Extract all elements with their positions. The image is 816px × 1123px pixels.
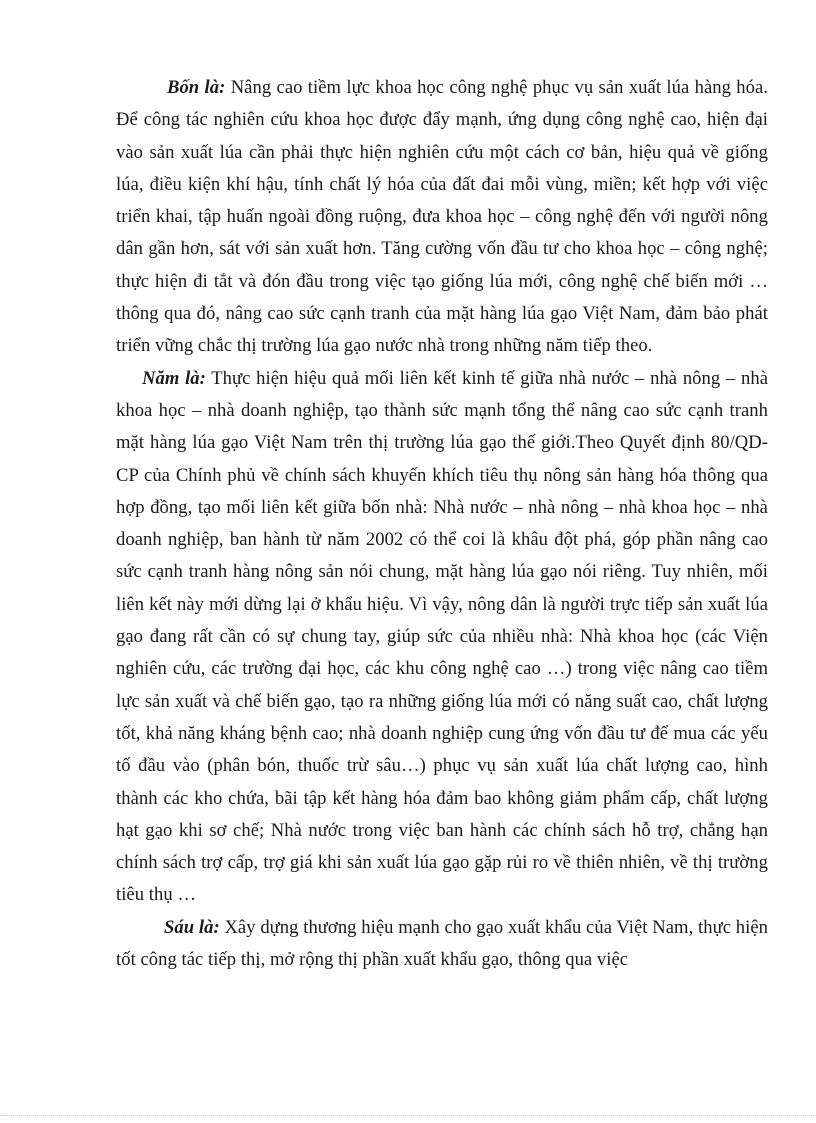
paragraph-body-bon-la: Nâng cao tiềm lực khoa học công nghệ phục vụ sản xuất lúa hàng hóa. Để công tác nghiên cứu khoa học được đẩy mạnh, ứng dụng công nghệ cao, hiện đại vào sản xuất lúa cần phải thực hiện nghiên cứu một cách cơ bản, hiệu quả về giống lúa, điều kiện khí hậu, tính chất lý hóa của đất đai mỗi vùng, miền; kết hợp với việc triển khai, tập huấn ngoài đồng ruộng, đưa khoa học – công nghệ đến với người nông dân gần hơn, sát với sản xuất hơn. Tăng cường vốn đầu tư cho khoa học – công nghệ; thực hiện đi tắt và đón đầu trong việc tạo giống lúa mới, công nghệ chế biến mới … thông qua đó, nâng cao sức cạnh tranh của mặt hàng lúa gạo Việt Nam, đảm bảo phát triển vững chắc thị trường lúa gạo nước nhà trong những năm tiếp theo. (116, 77, 768, 357)
paragraph-lead-sau-la: Sáu là: (164, 916, 220, 938)
paragraph-bon-la (116, 72, 768, 363)
paragraph-nam-la (116, 363, 768, 912)
paragraph-lead-bon-la: Bốn là: (167, 77, 226, 98)
page-bottom-divider (0, 1115, 816, 1116)
paragraph-lead-nam-la: Năm là: (142, 367, 206, 389)
paragraph-sau-la (116, 912, 768, 977)
paragraph-body-nam-la: Thực hiện hiệu quả mối liên kết kinh tế giữa nhà nước – nhà nông – nhà khoa học – nhà doanh nghiệp, tạo thành sức mạnh tổng thể nâng cao sức cạnh tranh mặt hàng lúa gạo Việt Nam trên thị trường lúa gạo thế giới.Theo Quyết định 80/QD-CP của Chính phủ về chính sách khuyến khích tiêu thụ nông sản hàng hóa thông qua hợp đồng, tạo mối liên kết giữa bốn nhà: Nhà nước – nhà nông – nhà khoa học – nhà doanh nghiệp, ban hành từ năm 2002 có thể coi là khâu đột phá, góp phần nâng cao sức cạnh tranh hàng nông sản nói chung, mặt hàng lúa gạo nói riêng. Tuy nhiên, mối liên kết này mới dừng lại ở khẩu hiệu. Vì vậy, nông dân là người trực tiếp sản xuất lúa gạo đang rất cần có sự chung tay, giúp sức của nhiều nhà: Nhà khoa học (các Viện nghiên cứu, các trường đại học, các khu công nghệ cao …) trong việc nâng cao tiềm lực sản xuất và chế biến gạo, tạo ra những giống lúa mới có năng suất cao, chất lượng tốt, khả năng kháng bệnh cao; nhà doanh nghiệp cung ứng vốn đầu tư để mua các yếu tố đầu vào (phân bón, thuốc trừ sâu…) phục vụ sản xuất lúa chất lượng cao, hình thành các kho chứa, bãi tập kết hàng hóa đảm bao không giảm phẩm cấp, chất lượng hạt gạo khi sơ chế; Nhà nước trong việc ban hành các chính sách hỗ trợ, chẳng hạn chính sách trợ cấp, trợ giá khi sản xuất lúa gạo gặp rủi ro về thiên nhiên, về thị trường tiêu thụ … (116, 367, 768, 906)
paragraph-body-sau-la: Xây dựng thương hiệu mạnh cho gạo xuất khẩu của Việt Nam, thực hiện tốt công tác tiếp thị, mở rộng thị phần xuất khẩu gạo, thông qua việc (116, 916, 768, 971)
